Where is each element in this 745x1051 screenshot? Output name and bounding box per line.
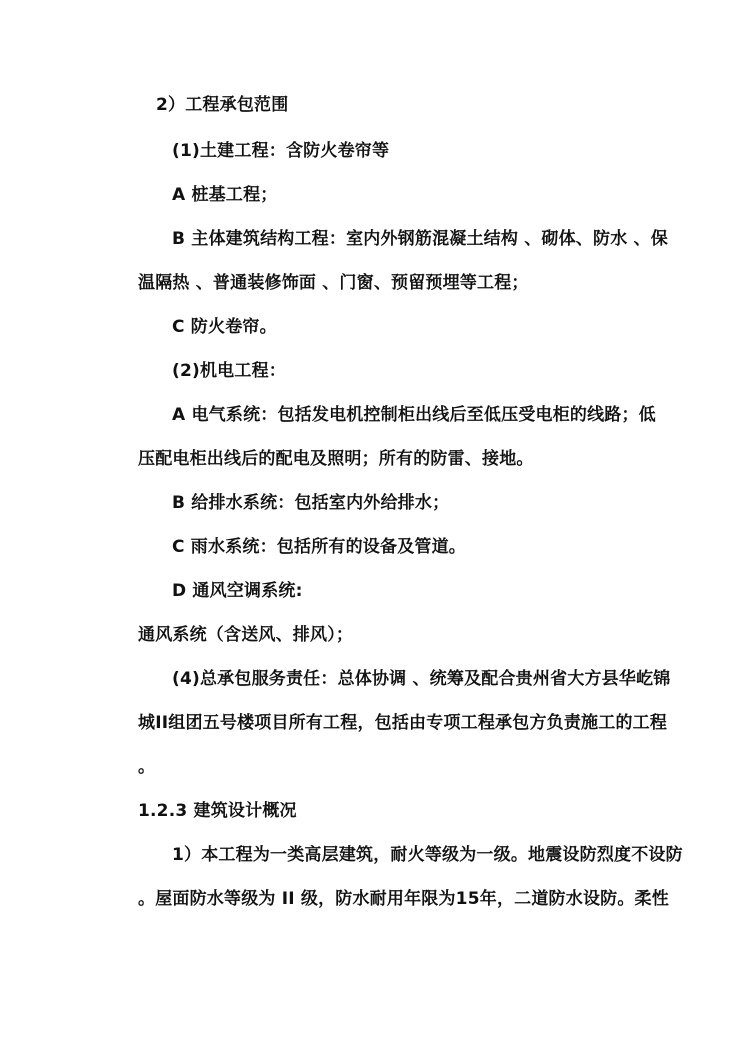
paragraph-hvac-system: D 通风空调系统: — [172, 581, 303, 601]
paragraph-electrical-system: A 电气系统：包括发电机控制柜出线后至低压受电柜的线路；低 — [172, 405, 656, 425]
paragraph-general-contracting: (4)总承包服务责任：总体协调 、统筹及配合贵州省大方县华屹锦 — [172, 669, 671, 689]
paragraph-main-structure-cont: 温隔热 、普通装修饰面 、门窗、预留预埋等工程； — [138, 273, 529, 293]
paragraph-mep-works: (2)机电工程： — [172, 361, 286, 381]
paragraph-period-line: 。 — [138, 757, 156, 777]
paragraph-building-class: 1）本工程为一类高层建筑，耐火等级为一级。地震设防烈度不设防 — [172, 845, 683, 865]
section-heading-architecture-overview: 1.2.3 建筑设计概况 — [138, 801, 297, 821]
section-heading-contract-scope: 2）工程承包范围 — [156, 95, 289, 115]
paragraph-rainwater-system: C 雨水系统：包括所有的设备及管道。 — [172, 537, 466, 557]
paragraph-civil-works: (1)土建工程：含防火卷帘等 — [172, 141, 390, 161]
paragraph-electrical-system-cont: 压配电柜出线后的配电及照明；所有的防雷、接地。 — [138, 449, 534, 469]
paragraph-plumbing-system: B 给排水系统：包括室内外给排水； — [172, 493, 450, 513]
paragraph-building-class-cont: 。屋面防水等级为 II 级，防水耐用年限为15年，二道防水设防。柔性 — [138, 889, 669, 909]
paragraph-pile-foundation: A 桩基工程； — [172, 185, 278, 205]
paragraph-main-structure: B 主体建筑结构工程：室内外钢筋混凝土结构 、砌体、防水 、保 — [172, 229, 668, 249]
paragraph-ventilation: 通风系统（含送风、排风）； — [138, 625, 354, 645]
paragraph-general-contracting-cont: 城II组团五号楼项目所有工程，包括由专项工程承包方负责施工的工程 — [138, 713, 668, 733]
paragraph-fire-shutter: C 防火卷帘。 — [172, 317, 277, 337]
